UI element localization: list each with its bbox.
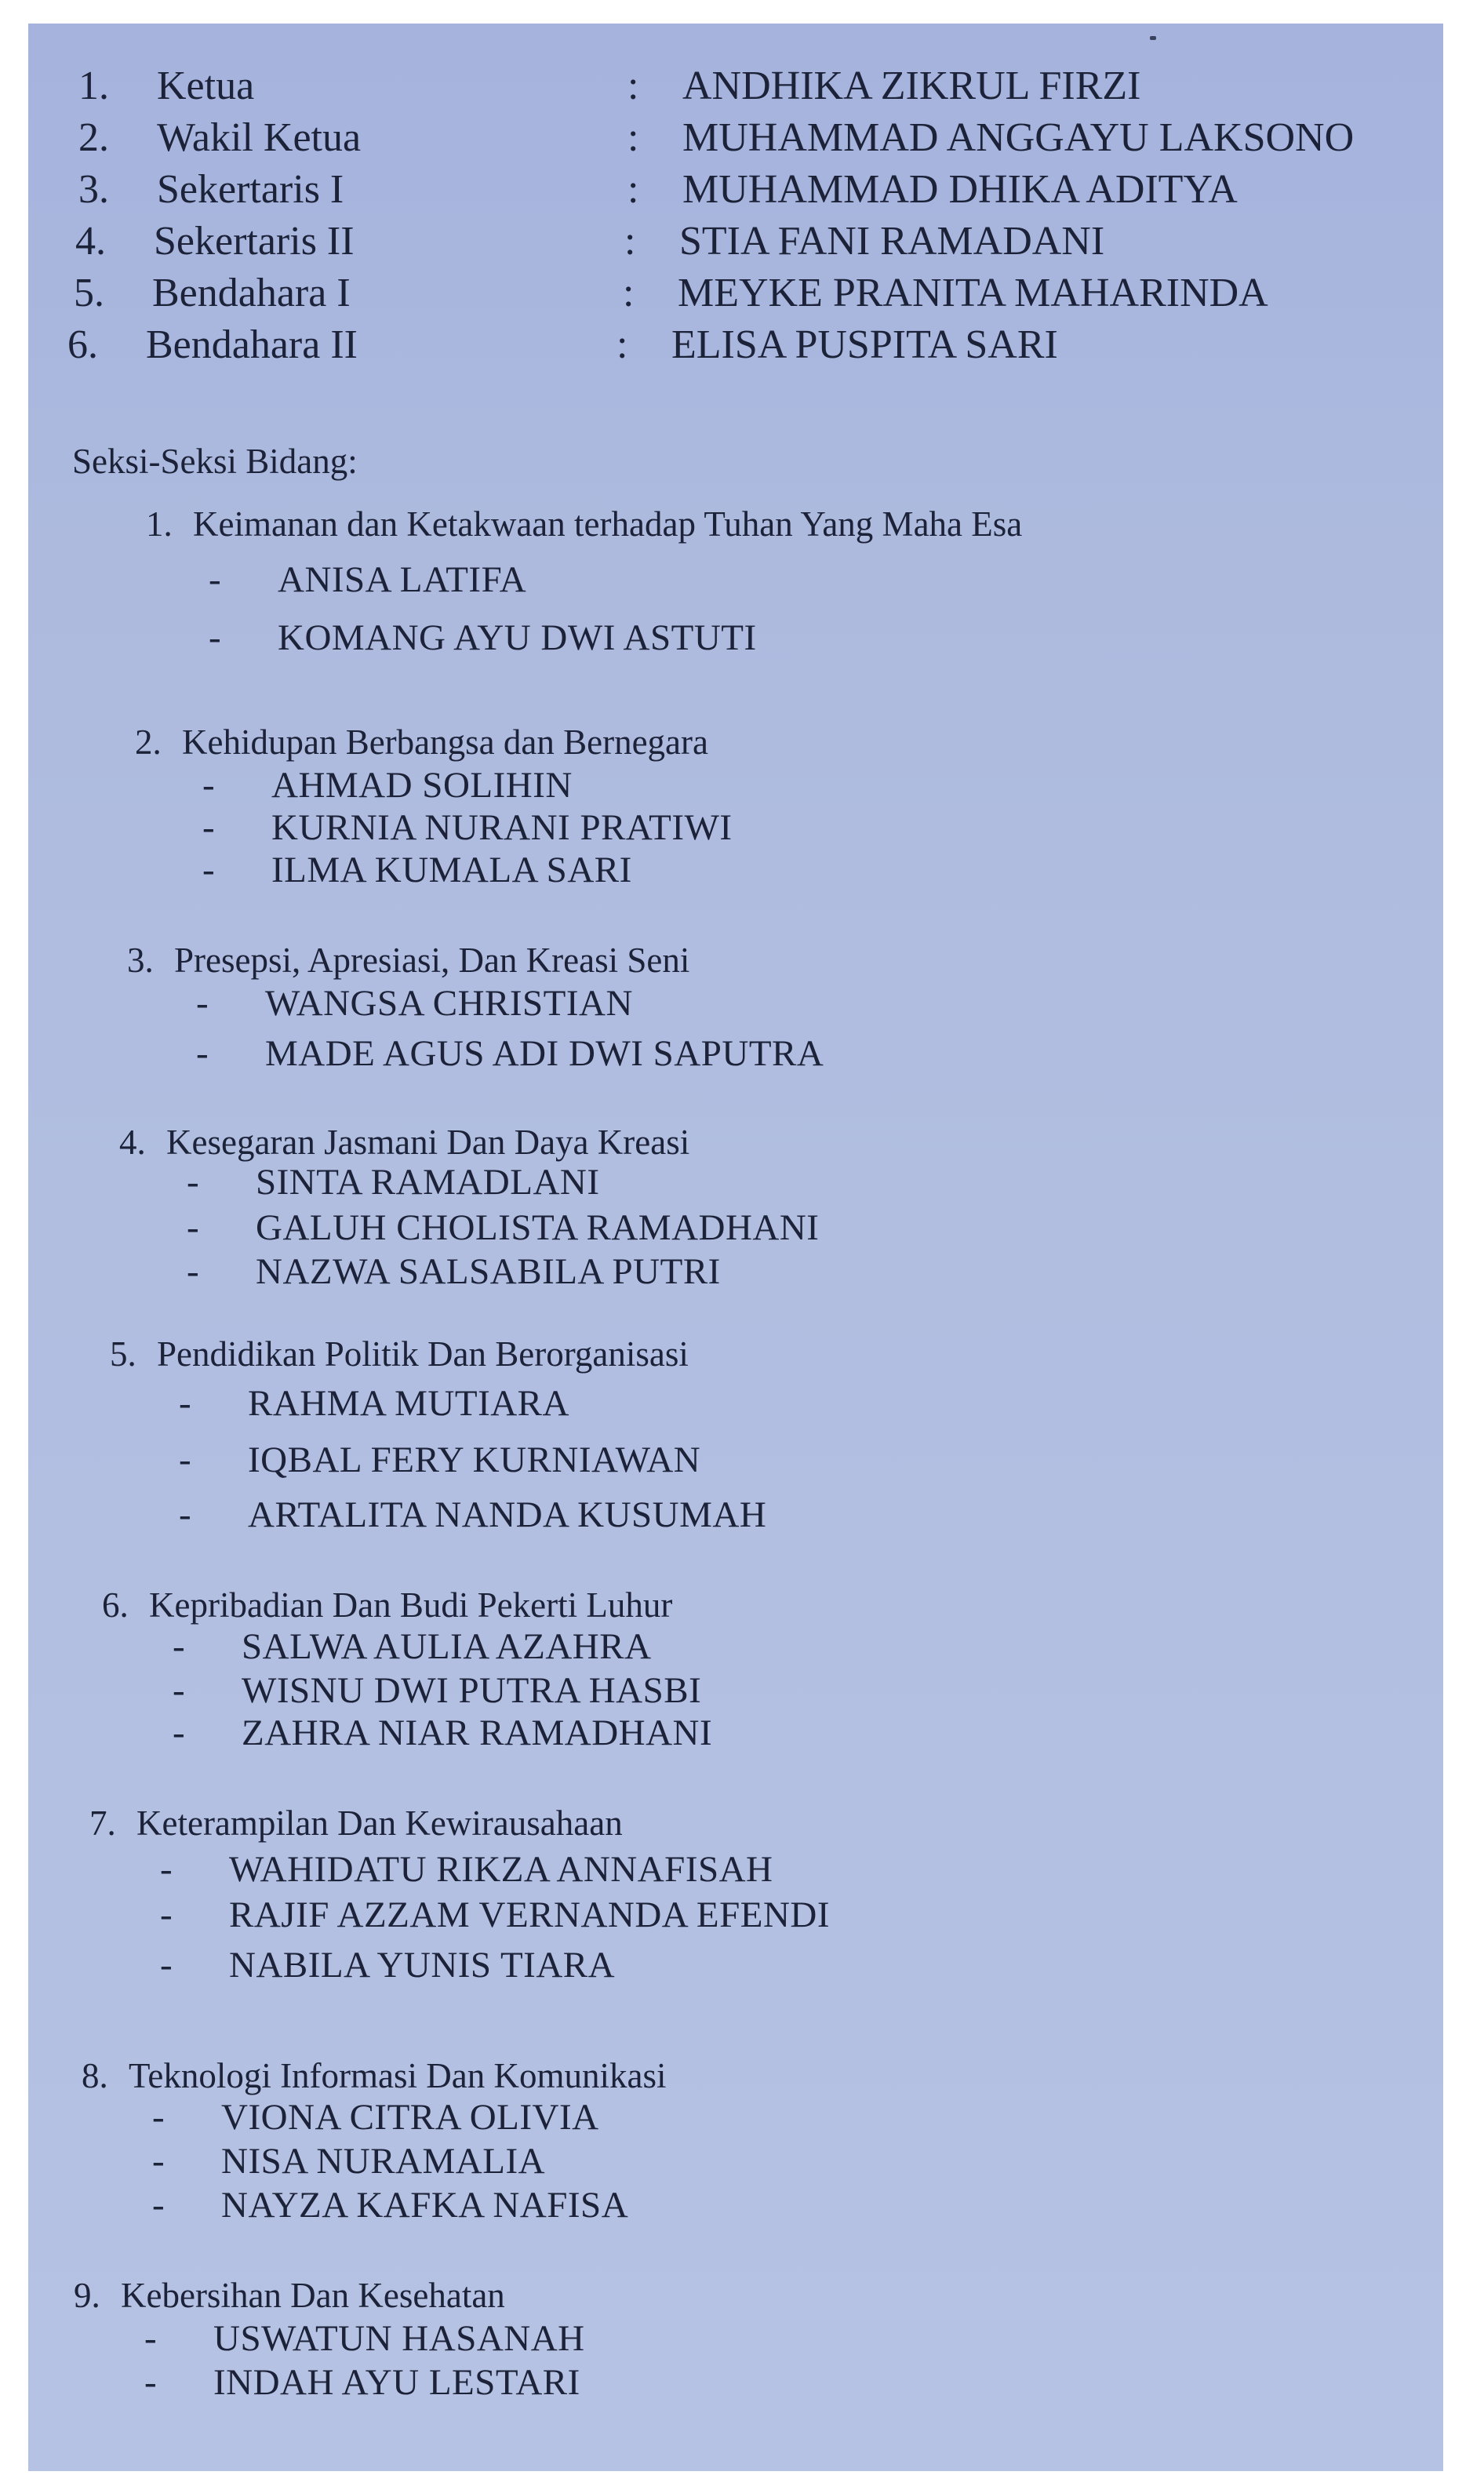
section-title-text: Kepribadian Dan Budi Pekerti Luhur <box>149 1585 673 1625</box>
bullet-dash: - <box>160 1895 173 1935</box>
member-name: MADE AGUS ADI DWI SAPUTRA <box>265 1033 824 1074</box>
member-name: USWATUN HASANAH <box>213 2318 585 2359</box>
officer-number: 2. <box>78 115 109 160</box>
bullet-dash: - <box>187 1251 200 1292</box>
bullet-dash: - <box>173 1713 186 1753</box>
officer-role: Bendahara II <box>146 322 358 367</box>
bullet-dash: - <box>187 1162 200 1203</box>
member-name: IQBAL FERY KURNIAWAN <box>248 1440 701 1480</box>
section-number: 4. <box>119 1123 146 1162</box>
member-name: ARTALITA NANDA KUSUMAH <box>248 1494 767 1535</box>
member-name: VIONA CITRA OLIVIA <box>221 2097 599 2138</box>
sections-heading: Seksi-Seksi Bidang: <box>72 442 358 481</box>
member-name: INDAH AYU LESTARI <box>213 2362 580 2403</box>
bullet-dash: - <box>144 2318 158 2359</box>
section-title <box>119 1120 689 1164</box>
member-name: WANGSA CHRISTIAN <box>265 983 633 1024</box>
officer-role: Wakil Ketua <box>157 115 362 160</box>
section-number: 6. <box>102 1585 129 1625</box>
bullet-dash: - <box>196 1033 209 1074</box>
member-name: AHMAD SOLIHIN <box>271 765 573 806</box>
bullet-dash: - <box>187 1207 200 1248</box>
bullet-dash: - <box>160 1945 173 1986</box>
officer-number: 3. <box>78 167 109 212</box>
officer-role: Sekertaris I <box>157 167 344 212</box>
officer-name: MUHAMMAD DHIKA ADITYA <box>682 167 1238 212</box>
member-name: GALUH CHOLISTA RAMADHANI <box>256 1207 820 1248</box>
section-title-text: Keterampilan Dan Kewirausahaan <box>136 1804 623 1843</box>
section-title <box>82 2054 666 2098</box>
officer-colon: : <box>627 167 639 212</box>
bullet-dash: - <box>173 1670 186 1711</box>
member-name: SINTA RAMADLANI <box>256 1162 600 1203</box>
member-name: KURNIA NURANI PRATIWI <box>271 807 733 848</box>
section-title <box>127 938 689 982</box>
member-name: ANISA LATIFA <box>278 559 527 600</box>
member-name: WAHIDATU RIKZA ANNAFISAH <box>229 1849 773 1890</box>
section-number: 8. <box>82 2056 108 2095</box>
officer-colon: : <box>617 322 628 367</box>
section-title-text: Kebersihan Dan Kesehatan <box>121 2276 505 2315</box>
officer-number: 1. <box>78 64 109 108</box>
member-name: ILMA KUMALA SARI <box>271 850 632 890</box>
officer-number: 5. <box>74 271 104 315</box>
bullet-dash: - <box>160 1849 173 1890</box>
bullet-dash: - <box>152 2185 165 2226</box>
member-name: RAJIF AZZAM VERNANDA EFENDI <box>229 1895 830 1935</box>
section-title-text: Kesegaran Jasmani Dan Daya Kreasi <box>166 1123 690 1162</box>
officer-role: Sekertaris II <box>154 219 355 264</box>
bullet-dash: - <box>202 807 216 848</box>
bullet-dash: - <box>202 850 216 890</box>
section-number: 1. <box>146 504 173 544</box>
section-number: 5. <box>110 1334 136 1374</box>
section-title <box>110 1332 689 1376</box>
officer-name: MEYKE PRANITA MAHARINDA <box>678 271 1268 315</box>
section-title-text: Kehidupan Berbangsa dan Bernegara <box>182 723 708 762</box>
member-name: NAYZA KAFKA NAFISA <box>221 2185 629 2226</box>
bullet-dash: - <box>152 2097 165 2138</box>
bullet-dash: - <box>209 617 222 658</box>
member-name: NISA NURAMALIA <box>221 2141 546 2182</box>
officer-number: 6. <box>67 322 98 367</box>
section-number: 7. <box>89 1804 116 1843</box>
officer-role: Ketua <box>157 64 255 108</box>
member-name: ZAHRA NIAR RAMADHANI <box>242 1713 713 1753</box>
bullet-dash: - <box>152 2141 165 2182</box>
bullet-dash: - <box>209 559 222 600</box>
officer-colon: : <box>627 115 639 160</box>
officer-colon: : <box>627 64 639 108</box>
officer-name: STIA FANI RAMADANI <box>679 219 1105 264</box>
section-title <box>146 502 1022 546</box>
section-title-text: Pendidikan Politik Dan Berorganisasi <box>157 1334 689 1374</box>
section-title <box>89 1801 623 1845</box>
officer-role: Bendahara I <box>152 271 351 315</box>
bullet-dash: - <box>196 983 209 1024</box>
member-name: RAHMA MUTIARA <box>248 1383 569 1424</box>
officer-colon: : <box>623 271 635 315</box>
section-title-text: Presepsi, Apresiasi, Dan Kreasi Seni <box>174 941 690 980</box>
bullet-dash: - <box>173 1626 186 1667</box>
member-name: NAZWA SALSABILA PUTRI <box>256 1251 721 1292</box>
member-name: KOMANG AYU DWI ASTUTI <box>278 617 757 658</box>
section-title <box>102 1583 672 1627</box>
bullet-dash: - <box>179 1494 192 1535</box>
section-title <box>135 720 708 764</box>
bullet-dash: - <box>202 765 216 806</box>
officer-colon: : <box>624 219 636 264</box>
officer-name: ELISA PUSPITA SARI <box>671 322 1058 367</box>
section-title <box>74 2273 505 2317</box>
bullet-dash: - <box>179 1440 192 1480</box>
section-number: 9. <box>74 2276 100 2315</box>
section-title-text: Keimanan dan Ketakwaan terhadap Tuhan Yang Maha Esa <box>193 504 1023 544</box>
member-name: SALWA AULIA AZAHRA <box>242 1626 652 1667</box>
member-name: WISNU DWI PUTRA HASBI <box>242 1670 702 1711</box>
member-name: NABILA YUNIS TIARA <box>229 1945 616 1986</box>
section-number: 3. <box>127 941 154 980</box>
section-title-text: Teknologi Informasi Dan Komunikasi <box>129 2056 667 2095</box>
ink-speck <box>1150 36 1156 40</box>
officer-number: 4. <box>75 219 106 264</box>
officer-name: ANDHIKA ZIKRUL FIRZI <box>682 64 1141 108</box>
bullet-dash: - <box>179 1383 192 1424</box>
section-number: 2. <box>135 723 162 762</box>
officer-name: MUHAMMAD ANGGAYU LAKSONO <box>682 115 1355 160</box>
bullet-dash: - <box>144 2362 158 2403</box>
